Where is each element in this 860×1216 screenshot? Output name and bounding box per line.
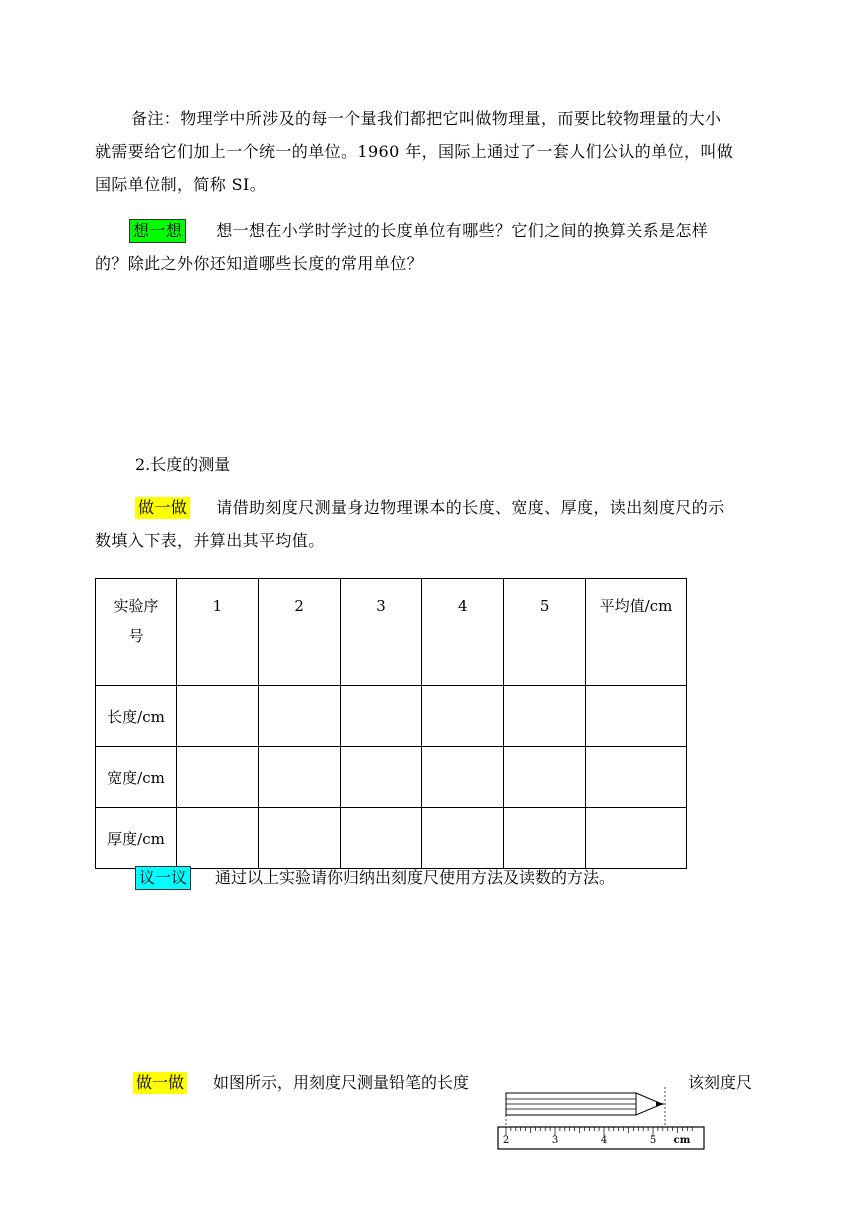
ruler-unit: cm bbox=[673, 1135, 691, 1146]
section-heading: 2.长度的测量 bbox=[135, 455, 231, 474]
table-cell[interactable] bbox=[340, 686, 422, 747]
table-cell[interactable] bbox=[422, 808, 504, 869]
discuss-text: 通过以上实验请你归纳出刻度尺使用方法及读数的方法。 bbox=[215, 868, 616, 887]
table-row bbox=[96, 686, 687, 747]
ruler-label: 3 bbox=[551, 1135, 559, 1146]
do1-line-2: 数填入下表，并算出其平均值。 bbox=[95, 531, 325, 550]
note-line-2: 就需要给它们加上一个统一的单位。1960 年，国际上通过了一套人们公认的单位，叫做 bbox=[95, 142, 734, 161]
row-label: 长度/cm bbox=[96, 686, 177, 747]
table-header-cell: 4 bbox=[422, 579, 504, 686]
pencil-drawing bbox=[506, 1093, 665, 1115]
table-cell[interactable] bbox=[504, 808, 586, 869]
do2-text-right: 该刻度尺 bbox=[688, 1073, 753, 1092]
measurement-table bbox=[95, 578, 687, 869]
note-line-3: 国际单位制，简称 SI。 bbox=[95, 175, 267, 194]
do1-line-1: 请借助刻度尺测量身边物理课本的长度、宽度、厚度，读出刻度尺的示 bbox=[216, 498, 725, 517]
table-header-cell: 5 bbox=[504, 579, 586, 686]
table-cell[interactable] bbox=[340, 747, 422, 808]
do-section-2 bbox=[133, 1071, 469, 1095]
table-header-cell: 1 bbox=[177, 579, 259, 686]
do-tag-1: 做一做 bbox=[135, 497, 190, 519]
table-cell[interactable] bbox=[258, 686, 340, 747]
table-header-cell: 3 bbox=[340, 579, 422, 686]
table-cell[interactable] bbox=[258, 808, 340, 869]
discuss-tag: 议一议 bbox=[135, 866, 191, 890]
ruler-figure bbox=[494, 1083, 706, 1151]
table-cell[interactable] bbox=[177, 808, 259, 869]
think-section bbox=[95, 214, 775, 280]
ruler-label: 4 bbox=[600, 1135, 608, 1146]
think-line-2: 的？除此之外你还知道哪些长度的常用单位？ bbox=[95, 254, 424, 273]
table-cell[interactable] bbox=[504, 747, 586, 808]
row-label: 宽度/cm bbox=[96, 747, 177, 808]
discuss-section bbox=[135, 866, 615, 890]
table-cell[interactable] bbox=[586, 808, 687, 869]
table-header-row bbox=[96, 579, 687, 686]
header-first-line-1: 实验序 bbox=[113, 597, 159, 615]
ruler-label: 5 bbox=[649, 1135, 657, 1146]
do2-text: 如图所示，用刻度尺测量铅笔的长度 bbox=[213, 1073, 470, 1092]
do-section-1 bbox=[95, 491, 775, 557]
table-header-cell: 平均值/cm bbox=[586, 579, 687, 686]
table-row bbox=[96, 747, 687, 808]
table-cell[interactable] bbox=[586, 686, 687, 747]
header-first-line-2: 号 bbox=[128, 627, 144, 645]
ruler-label: 2 bbox=[502, 1135, 510, 1146]
think-line-1: 想一想在小学时学过的长度单位有哪些？它们之间的换算关系是怎样 bbox=[216, 221, 709, 240]
table-header-first bbox=[96, 579, 177, 686]
think-tag: 想一想 bbox=[129, 219, 186, 243]
note-paragraph bbox=[95, 102, 775, 201]
table-cell[interactable] bbox=[422, 686, 504, 747]
table-cell[interactable] bbox=[586, 747, 687, 808]
note-line-1: 备注：物理学中所涉及的每一个量我们都把它叫做物理量，而要比较物理量的大小 bbox=[131, 109, 722, 128]
row-label: 厚度/cm bbox=[96, 808, 177, 869]
do-tag-2: 做一做 bbox=[133, 1072, 187, 1094]
table-cell[interactable] bbox=[177, 686, 259, 747]
table-cell[interactable] bbox=[340, 808, 422, 869]
table-cell[interactable] bbox=[504, 686, 586, 747]
table-row bbox=[96, 808, 687, 869]
table-header-cell: 2 bbox=[258, 579, 340, 686]
table-cell[interactable] bbox=[422, 747, 504, 808]
table-cell[interactable] bbox=[258, 747, 340, 808]
table-cell[interactable] bbox=[177, 747, 259, 808]
